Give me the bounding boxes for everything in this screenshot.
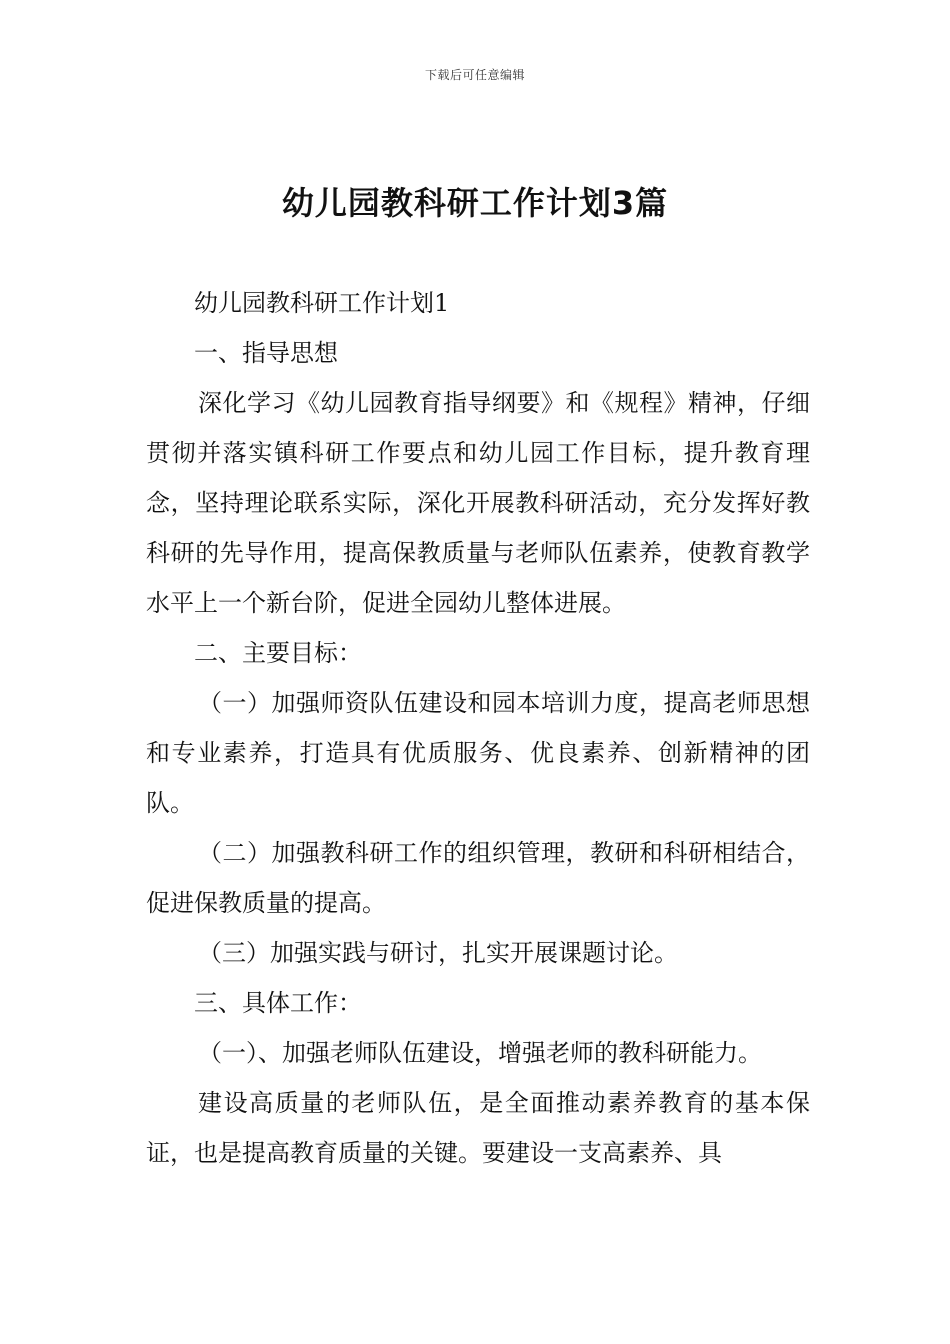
document-body: [146, 278, 810, 1178]
section-heading-main-goals: 二、主要目标：: [194, 639, 362, 667]
section-heading-plan-1: 幼儿园教科研工作计划1: [194, 289, 450, 317]
section-heading-specific-work: 三、具体工作：: [194, 989, 362, 1017]
header-note: 下载后可任意编辑: [424, 68, 525, 82]
document-title: 幼儿园教科研工作计划3篇: [281, 184, 669, 222]
paragraph-guiding-thought: 深化学习《幼儿园教育指导纲要》和《规程》精神，仔细贯彻并落实镇科研工作要点和幼儿园工作目标，提升教育理念，坚持理论联系实际，深化开展教科研活动，充分发挥好教科研的先导作用，提高保教质量与老师队伍素养，使教育教学水平上一个新台阶，促进全园幼儿整体进展。: [146, 389, 810, 617]
section-heading-guiding-thought: 一、指导思想: [194, 339, 338, 367]
paragraph-goal-3: （三）加强实践与研讨，扎实开展课题讨论。: [198, 939, 678, 967]
paragraph-goal-1: （一）加强师资队伍建设和园本培训力度，提高老师思想和专业素养，打造具有优质服务、优良素养、创新精神的团队。: [146, 689, 810, 817]
paragraph-goal-2: （二）加强教科研工作的组织管理，教研和科研相结合，促进保教质量的提高。: [146, 839, 810, 917]
paragraph-teacher-team: 建设高质量的老师队伍，是全面推动素养教育的基本保证，也是提高教育质量的关键。要建设一支高素养、具: [146, 1089, 810, 1167]
paragraph-work-1: （一）、加强老师队伍建设，增强老师的教科研能力。: [198, 1039, 762, 1067]
